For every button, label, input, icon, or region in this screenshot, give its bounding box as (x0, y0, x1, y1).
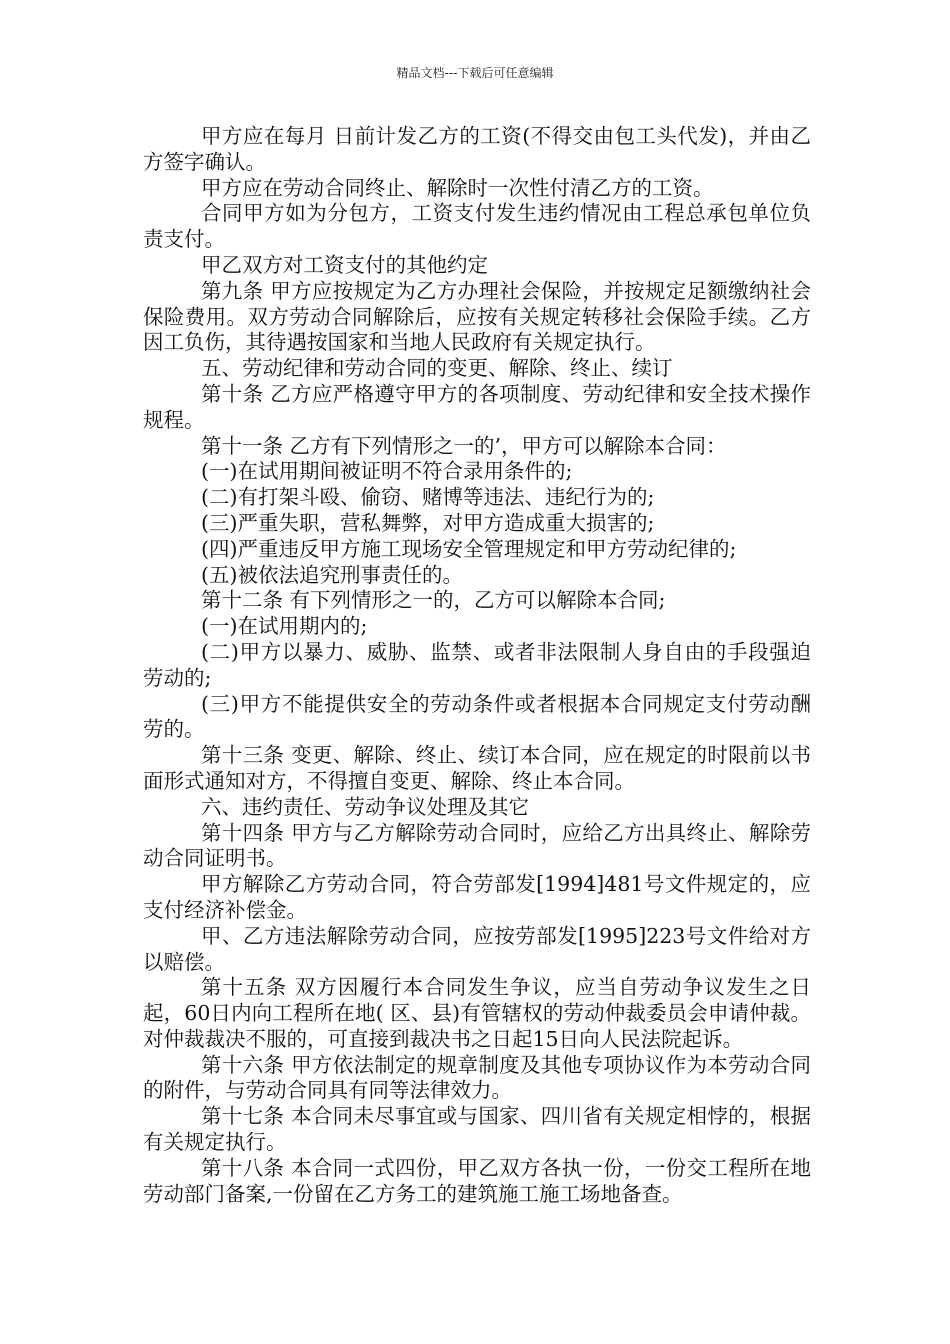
article-12-item-2: (二)甲方以暴力、威胁、监禁、或者非法限制人身自由的手段强迫劳动的; (143, 639, 811, 690)
article-13: 第十三条 变更、解除、终止、续订本合同，应在规定的时限前以书面形式通知对方，不得擅自变更、解除、终止本合同。 (143, 743, 811, 793)
article-11-item-3: (三)严重失职，营私舞弊，对甲方造成重大损害的; (201, 510, 655, 535)
paragraph-other-wage-agreement: 甲乙双方对工资支付的其他约定 (201, 252, 488, 277)
article-11-item-2: (二)有打架斗殴、偷窃、赌博等违法、违纪行为的; (201, 485, 655, 510)
article-11-item-5: (五)被依法追究刑事责任的。 (201, 562, 463, 587)
section-5-heading: 五、劳动纪律和劳动合同的变更、解除、终止、续订 (201, 356, 673, 381)
article-16: 第十六条 甲方依法制定的规章制度及其他专项协议作为本劳动合同的附件，与劳动合同具有同等法律效力。 (143, 1052, 811, 1103)
article-17: 第十七条 本合同未尽事宜或与国家、四川省有关规定相悖的，根据有关规定执行。 (143, 1104, 811, 1155)
header-note: 精品文档---下载后可任意编辑 (396, 66, 554, 80)
paragraph-subcontractor-liability: 合同甲方如为分包方，工资支付发生违约情况由工程总承包单位负责支付。 (143, 201, 811, 252)
article-12: 第十二条 有下列情形之一的，乙方可以解除本合同; (201, 588, 666, 613)
document-body (143, 124, 811, 1207)
article-10: 第十条 乙方应严格遵守甲方的各项制度、劳动纪律和安全技术操作规程。 (143, 381, 811, 432)
article-11: 第十一条 乙方有下列情形之一的’，甲方可以解除本合同： (201, 433, 727, 458)
article-18: 第十八条 本合同一式四份，甲乙双方各执一份，一份交工程所在地劳动部门备案,一份留在乙方务工的建筑施工施工场地备查。 (143, 1155, 811, 1206)
article-9: 第九条 甲方应按规定为乙方办理社会保险，并按规定足额缴纳社会保险费用。双方劳动合同解除后，应按有关规定转移社会保险手续。乙方因工负伤，其待遇按国家和当地人民政府有关规定执行。 (143, 278, 811, 355)
paragraph-final-wage-payment: 甲方应在劳动合同终止、解除时一次性付清乙方的工资。 (201, 175, 714, 200)
paragraph-compensation-for-illegal-termination: 甲、乙方违法解除劳动合同，应按劳部发[1995]223号文件给对方以赔偿。 (143, 923, 811, 974)
article-15: 第十五条 双方因履行本合同发生争议，应当自劳动争议发生之日起，60日内向工程所在地( 区、县)有管辖权的劳动仲裁委员会申请仲裁。对仲裁裁决不服的，可直接到裁决书之日起15日向人民法院起诉。 (143, 975, 811, 1051)
paragraph-economic-compensation: 甲方解除乙方劳动合同，符合劳部发[1994]481号文件规定的，应支付经济补偿金。 (143, 872, 811, 922)
section-6-heading: 六、违约责任、劳动争议处理及其它 (201, 794, 529, 819)
article-11-item-4: (四)严重违反甲方施工现场安全管理规定和甲方劳动纪律的; (201, 536, 737, 561)
article-11-item-1: (一)在试用期间被证明不符合录用条件的; (201, 459, 573, 484)
article-12-item-1: (一)在试用期内的; (201, 614, 368, 639)
paragraph-wage-payment-date: 甲方应在每月 日前计发乙方的工资(不得交由包工头代发)，并由乙方签字确认。 (143, 124, 811, 174)
article-14: 第十四条 甲方与乙方解除劳动合同时，应给乙方出具终止、解除劳动合同证明书。 (143, 820, 811, 871)
article-12-item-3: (三)甲方不能提供安全的劳动条件或者根据本合同规定支付劳动酬劳的。 (143, 691, 811, 742)
